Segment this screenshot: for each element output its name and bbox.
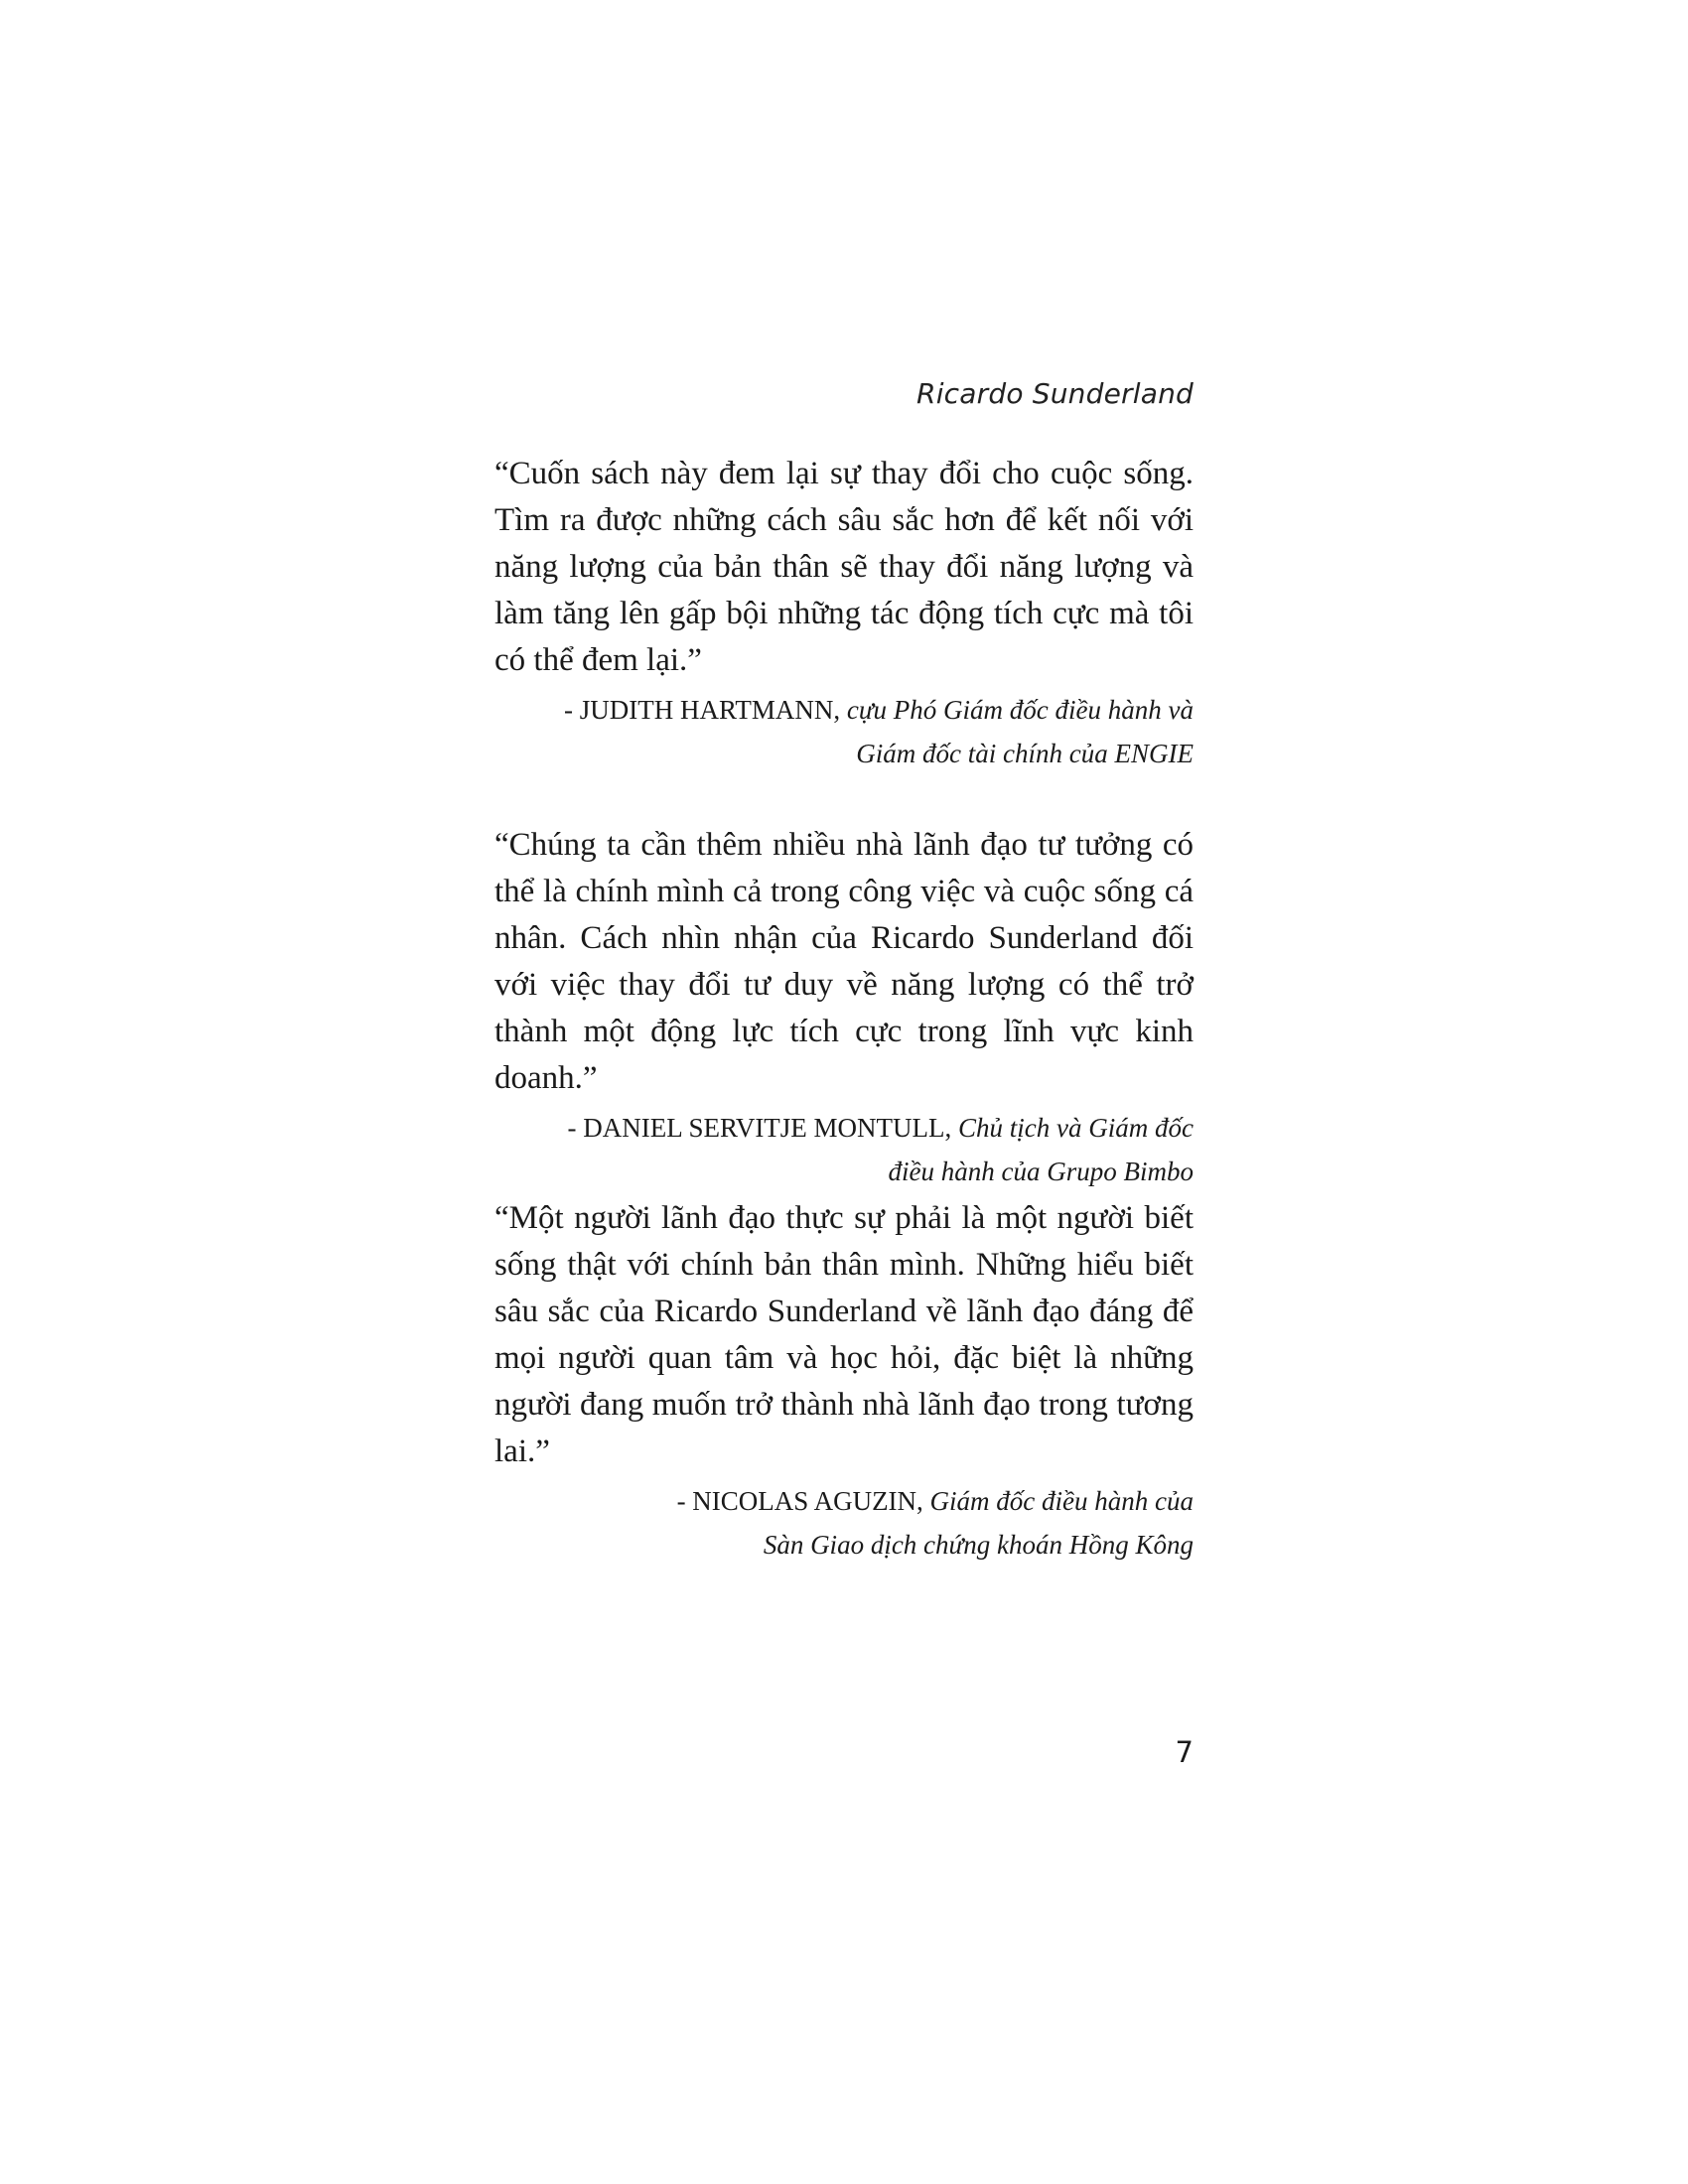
page-number: 7 bbox=[1175, 1735, 1194, 1769]
quote-attribution bbox=[494, 688, 1194, 775]
author-role: cựu Phó Giám đốc điều hành và bbox=[846, 695, 1194, 725]
author-role-continued: Sàn Giao dịch chứng khoán Hồng Kông bbox=[763, 1530, 1194, 1560]
quote-attribution bbox=[494, 1106, 1194, 1193]
author-name: - JUDITH HARTMANN, bbox=[563, 695, 841, 725]
attribution-line bbox=[494, 1479, 1194, 1523]
attribution-line bbox=[494, 688, 1194, 732]
quote-text: “Một người lãnh đạo thực sự phải là một người biết sống thật với chính bản thân mình. Những hiểu biết sâu sắc của Ricardo Sunderland về lãnh đạo đáng để mọi người quan tâm và học hỏi, đặc biệt là những người đang muốn trở thành nhà lãnh đạo trong tương lai.” bbox=[494, 1200, 1194, 1469]
author-name: - DANIEL SERVITJE MONTULL, bbox=[567, 1113, 952, 1143]
quote-block bbox=[494, 822, 1194, 1193]
author-role: Chủ tịch và Giám đốc bbox=[958, 1113, 1194, 1143]
quote-text: “Cuốn sách này đem lại sự thay đổi cho cuộc sống. Tìm ra được những cách sâu sắc hơn để kết nối với năng lượng của bản thân sẽ thay đổi năng lượng và làm tăng lên gấp bội những tác động tích cực mà tôi có thể đem lại.” bbox=[494, 456, 1194, 678]
author-role-continued: Giám đốc tài chính của ENGIE bbox=[856, 739, 1194, 768]
author-role: Giám đốc điều hành của bbox=[929, 1486, 1194, 1516]
author-name: - NICOLAS AGUZIN, bbox=[676, 1486, 923, 1516]
running-header: Ricardo Sunderland bbox=[916, 377, 1194, 410]
attribution-line bbox=[494, 1106, 1194, 1150]
quote-attribution bbox=[494, 1479, 1194, 1567]
quote-text: “Chúng ta cần thêm nhiều nhà lãnh đạo tư tưởng có thể là chính mình cả trong công việc và cuộc sống cá nhân. Cách nhìn nhận của Ricardo Sunderland đối với việc thay đổi tư duy về năng lượng có thể trở thành một động lực tích cực trong lĩnh vực kinh doanh.” bbox=[494, 827, 1194, 1096]
quote-block bbox=[494, 1195, 1194, 1567]
author-role-continued: điều hành của Grupo Bimbo bbox=[888, 1157, 1194, 1186]
quote-block bbox=[494, 451, 1194, 775]
